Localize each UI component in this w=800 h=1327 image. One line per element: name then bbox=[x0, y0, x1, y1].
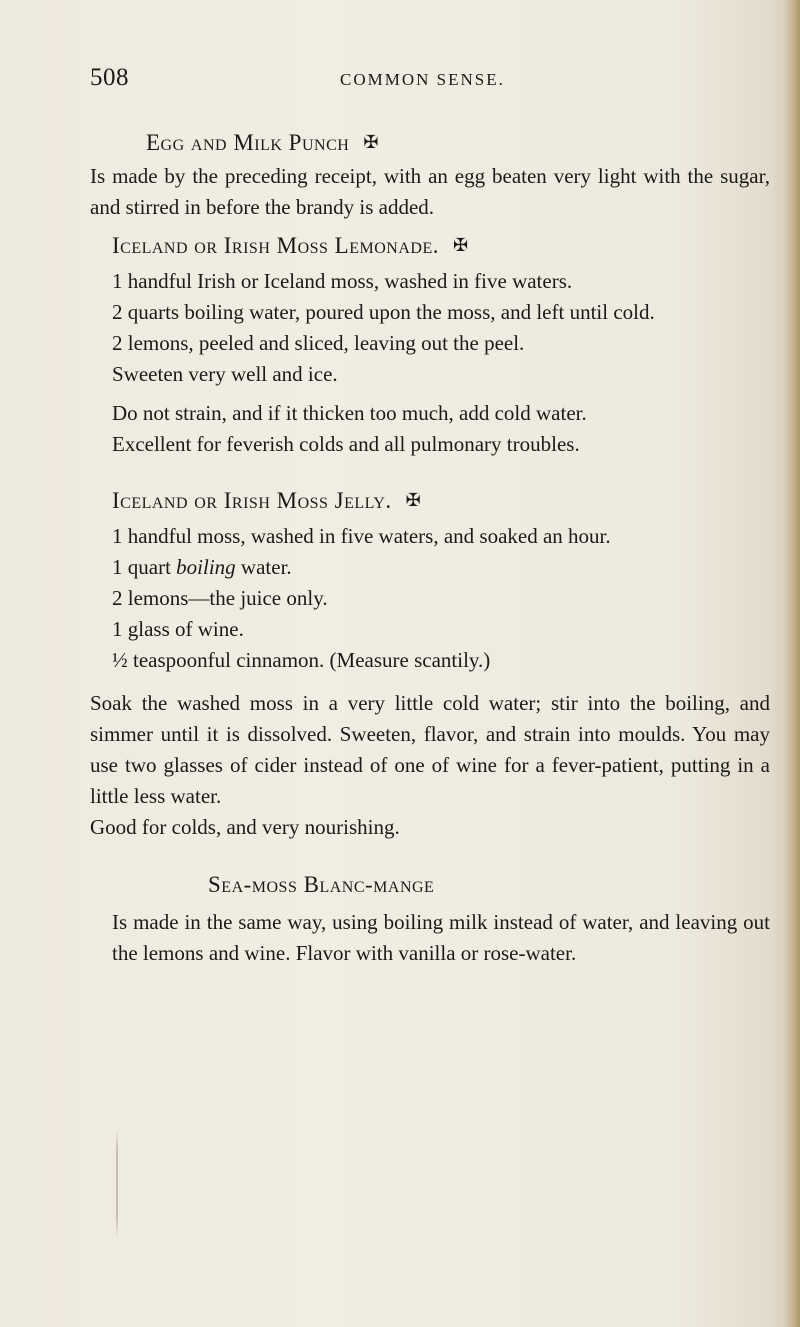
page-header bbox=[90, 64, 770, 104]
ingredient-item: 2 lemons, peeled and sliced, leaving out the peel. bbox=[112, 331, 525, 355]
recipe-egg-milk-punch bbox=[90, 126, 770, 223]
recipe-title bbox=[90, 869, 770, 901]
ingredient-item: 2 lemons—the juice only. bbox=[112, 586, 328, 610]
page-edge-shadow bbox=[784, 0, 800, 1327]
page-content bbox=[90, 64, 770, 969]
recipe-moss-lemonade bbox=[90, 229, 770, 460]
recipe-moss-jelly bbox=[90, 484, 770, 843]
recipe-body: Is made by the preceding receipt, with an egg beaten very light with the sugar, and stirred in before the brandy is added. bbox=[90, 164, 770, 219]
ingredient-item: 2 quarts boiling water, poured upon the moss, and left until cold. bbox=[112, 300, 655, 324]
ingredient-item bbox=[112, 552, 770, 583]
ingredient-emphasis: boiling bbox=[176, 555, 236, 579]
recipe-title-text: Iceland or Irish Moss Jelly. bbox=[112, 488, 392, 513]
recipe-title-text: Sea-moss Blanc-mange bbox=[208, 872, 435, 897]
margin-pencil-mark bbox=[116, 1128, 118, 1238]
direction-paragraph: Excellent for feverish colds and all pulmonary troubles. bbox=[112, 432, 580, 456]
cross-icon: ✠ bbox=[452, 235, 469, 255]
page-number: 508 bbox=[90, 64, 129, 91]
recipe-body: Is made in the same way, using boiling milk instead of water, and leaving out the lemons and wine. Flavor with vanilla or rose-water. bbox=[112, 910, 770, 965]
direction-paragraph: Do not strain, and if it thicken too much, add cold water. bbox=[112, 401, 587, 425]
ingredient-list bbox=[90, 521, 770, 676]
recipe-title-text: Iceland or Irish Moss Lemonade. bbox=[112, 233, 439, 258]
running-head: COMMON SENSE. bbox=[340, 70, 505, 89]
recipe-sea-moss-blanc-mange bbox=[90, 869, 770, 969]
cross-icon: ✠ bbox=[363, 132, 379, 152]
recipe-title bbox=[90, 484, 770, 517]
ingredient-tail: water. bbox=[235, 555, 292, 579]
ingredient-item: 1 handful moss, washed in five waters, and soaked an hour. bbox=[112, 524, 611, 548]
ingredient-list bbox=[90, 266, 770, 390]
ingredient-qty: 1 quart bbox=[112, 555, 171, 579]
ingredient-item: 1 glass of wine. bbox=[112, 617, 244, 641]
direction-paragraph: Good for colds, and very nourishing. bbox=[90, 815, 400, 839]
recipe-title bbox=[90, 126, 770, 159]
direction-paragraph: Soak the washed moss in a very little cold water; stir into the boiling, and simmer until it is dissolved. Sweeten, flavor, and strain into moulds. You may use two glasses of cider instead of one of wine for a fever-patient, putting in a little less water. bbox=[90, 691, 770, 808]
cross-icon: ✠ bbox=[405, 490, 422, 510]
ingredient-item: 1 handful Irish or Iceland moss, washed in five waters. bbox=[112, 269, 573, 293]
ingredient-item: Sweeten very well and ice. bbox=[112, 362, 338, 386]
ingredient-item: ½ teaspoonful cinnamon. (Measure scantily.) bbox=[112, 648, 491, 672]
recipe-title bbox=[90, 229, 770, 262]
recipe-title-text: Egg and Milk Punch bbox=[146, 130, 350, 155]
